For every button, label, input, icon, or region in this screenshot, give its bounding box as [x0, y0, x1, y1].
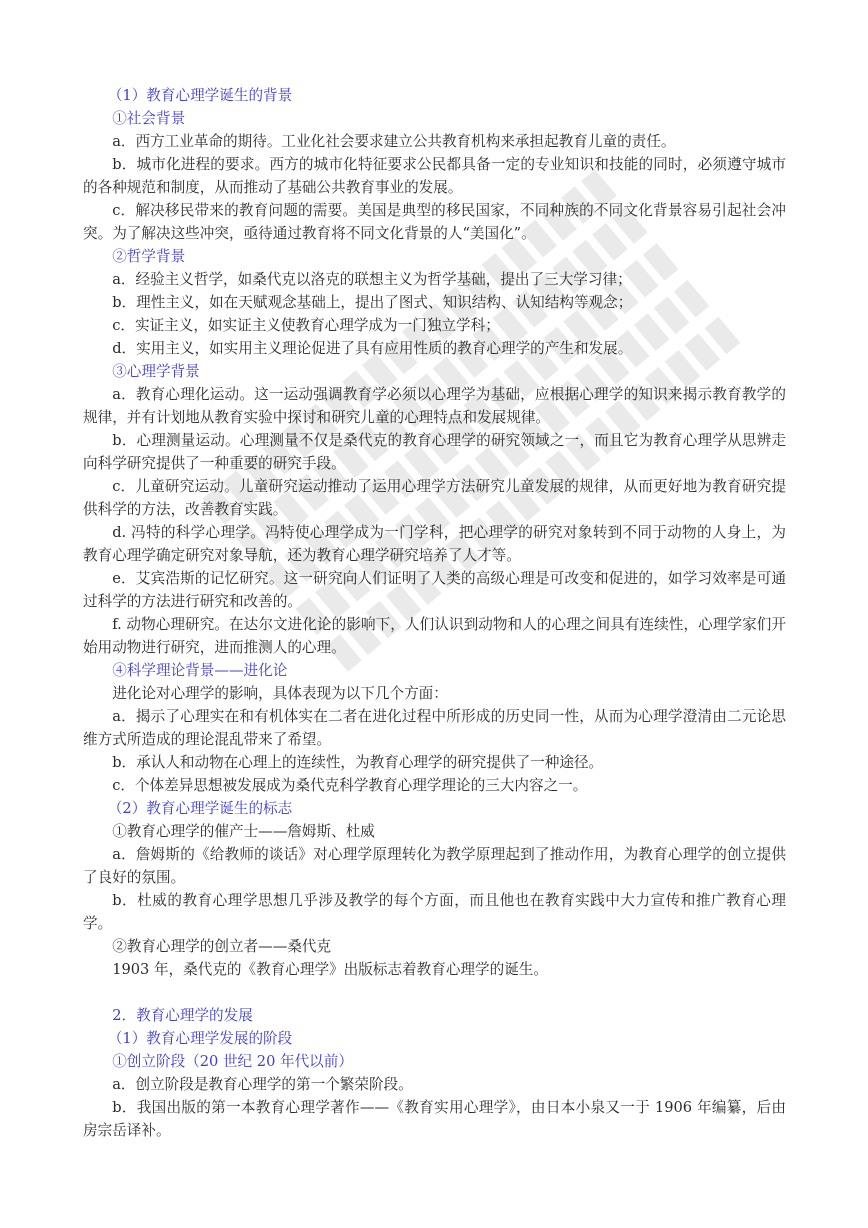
- section-heading: （1）教育心理学诞生的背景: [107, 87, 293, 104]
- paragraph: b．心理测量运动。心理测量不仅是桑代克的教育心理学的研究领域之一，而且它为教育心理学从思辨走向科学研究提供了一种重要的研究手段。: [83, 432, 786, 472]
- paragraph: c．个体差异思想被发展成为桑代克科学教育心理学理论的三大内容之一。: [112, 777, 588, 794]
- spacer: [83, 981, 786, 1004]
- paragraph: b．理性主义，如在天赋观念基础上，提出了图式、知识结构、认知结构等观念；: [112, 294, 633, 311]
- paragraph: a．詹姆斯的《给教师的谈话》对心理学原理转化为教学原理起到了推动作用，为教育心理学的创立提供了良好的氛围。: [83, 846, 786, 886]
- paragraph: c．解决移民带来的教育问题的需要。美国是典型的移民国家，不同种族的不同文化背景容易引起社会冲突。为了解决这些冲突，亟待通过教育将不同文化背景的人“美国化”。: [83, 202, 786, 242]
- section-heading: ③心理学背景: [112, 363, 200, 380]
- paragraph: 进化论对心理学的影响，具体表现为以下几个方面：: [112, 685, 448, 702]
- paragraph: f. 动物心理研究。在达尔文进化论的影响下，人们认识到动物和人的心理之间具有连续性，心理学家们开始用动物进行研究，进而推测人的心理。: [83, 616, 786, 656]
- paragraph: a．经验主义哲学，如桑代克以洛克的联想主义为哲学基础，提出了三大学习律；: [112, 271, 632, 288]
- paragraph: a．揭示了心理实在和有机体实在二者在进化过程中所形成的历史同一性，从而为心理学澄清由二元论思维方式所造成的理论混乱带来了希望。: [83, 708, 786, 748]
- paragraph: a．创立阶段是教育心理学的第一个繁荣阶段。: [112, 1076, 413, 1093]
- paragraph: ①教育心理学的催产士——詹姆斯、杜威: [112, 823, 375, 840]
- section-heading: ①创立阶段（20 世纪 20 年代以前）: [112, 1053, 353, 1070]
- paragraph: ②教育心理学的创立者——桑代克: [112, 938, 332, 955]
- paragraph: 1903 年，桑代克的《教育心理学》出版标志着教育心理学的诞生。: [112, 961, 549, 978]
- paragraph: a．西方工业革命的期待。工业化社会要求建立公共教育机构来承担起教育儿童的责任。: [112, 133, 676, 150]
- paragraph: d. 冯特的科学心理学。冯特使心理学成为一门学科，把心理学的研究对象转到不同于动物的人身上，为教育心理学确定研究对象导航，还为教育心理学研究培养了人才等。: [83, 524, 786, 564]
- section-heading: ④科学理论背景——进化论: [112, 662, 288, 679]
- paragraph: e．艾宾浩斯的记忆研究。这一研究向人们证明了人类的高级心理是可改变和促进的，如学习效率是可通过科学的方法进行研究和改善的。: [83, 570, 786, 610]
- section-heading: （1）教育心理学发展的阶段: [107, 1030, 293, 1047]
- paragraph: c．儿童研究运动。儿童研究运动推动了运用心理学方法研究儿童发展的规律，从而更好地为教育研究提供科学的方法，改善教育实践。: [83, 478, 786, 518]
- paragraph: b．我国出版的第一本教育心理学著作——《教育实用心理学》，由日本小泉又一于 1906 年编纂，后由房宗岳译补。: [83, 1099, 786, 1139]
- paragraph: b．城市化进程的要求。西方的城市化特征要求公民都具备一定的专业知识和技能的同时，必须遵守城市的各种规范和制度，从而推动了基础公共教育事业的发展。: [83, 156, 786, 196]
- paragraph: a．教育心理化运动。这一运动强调教育学必须以心理学为基础，应根据心理学的知识来揭示教育教学的规律，并有计划地从教育实验中探讨和研究儿童的心理特点和发展规律。: [83, 386, 786, 426]
- document-page: [83, 84, 786, 1142]
- paragraph: b．杜威的教育心理学思想几乎涉及教学的每个方面，而且他也在教育实践中大力宣传和推广教育心理学。: [83, 892, 786, 932]
- section-heading: （2）教育心理学诞生的标志: [107, 800, 293, 817]
- section-heading: 2．教育心理学的发展: [112, 1007, 253, 1024]
- paragraph: d．实用主义，如实用主义理论促进了具有应用性质的教育心理学的产生和发展。: [112, 340, 633, 357]
- paragraph: c．实证主义，如实证主义使教育心理学成为一门独立学科；: [112, 317, 500, 334]
- section-heading: ①社会背景: [112, 110, 186, 127]
- section-heading: ②哲学背景: [112, 248, 186, 265]
- paragraph: b．承认人和动物在心理上的连续性，为教育心理学的研究提供了一种途径。: [112, 754, 604, 771]
